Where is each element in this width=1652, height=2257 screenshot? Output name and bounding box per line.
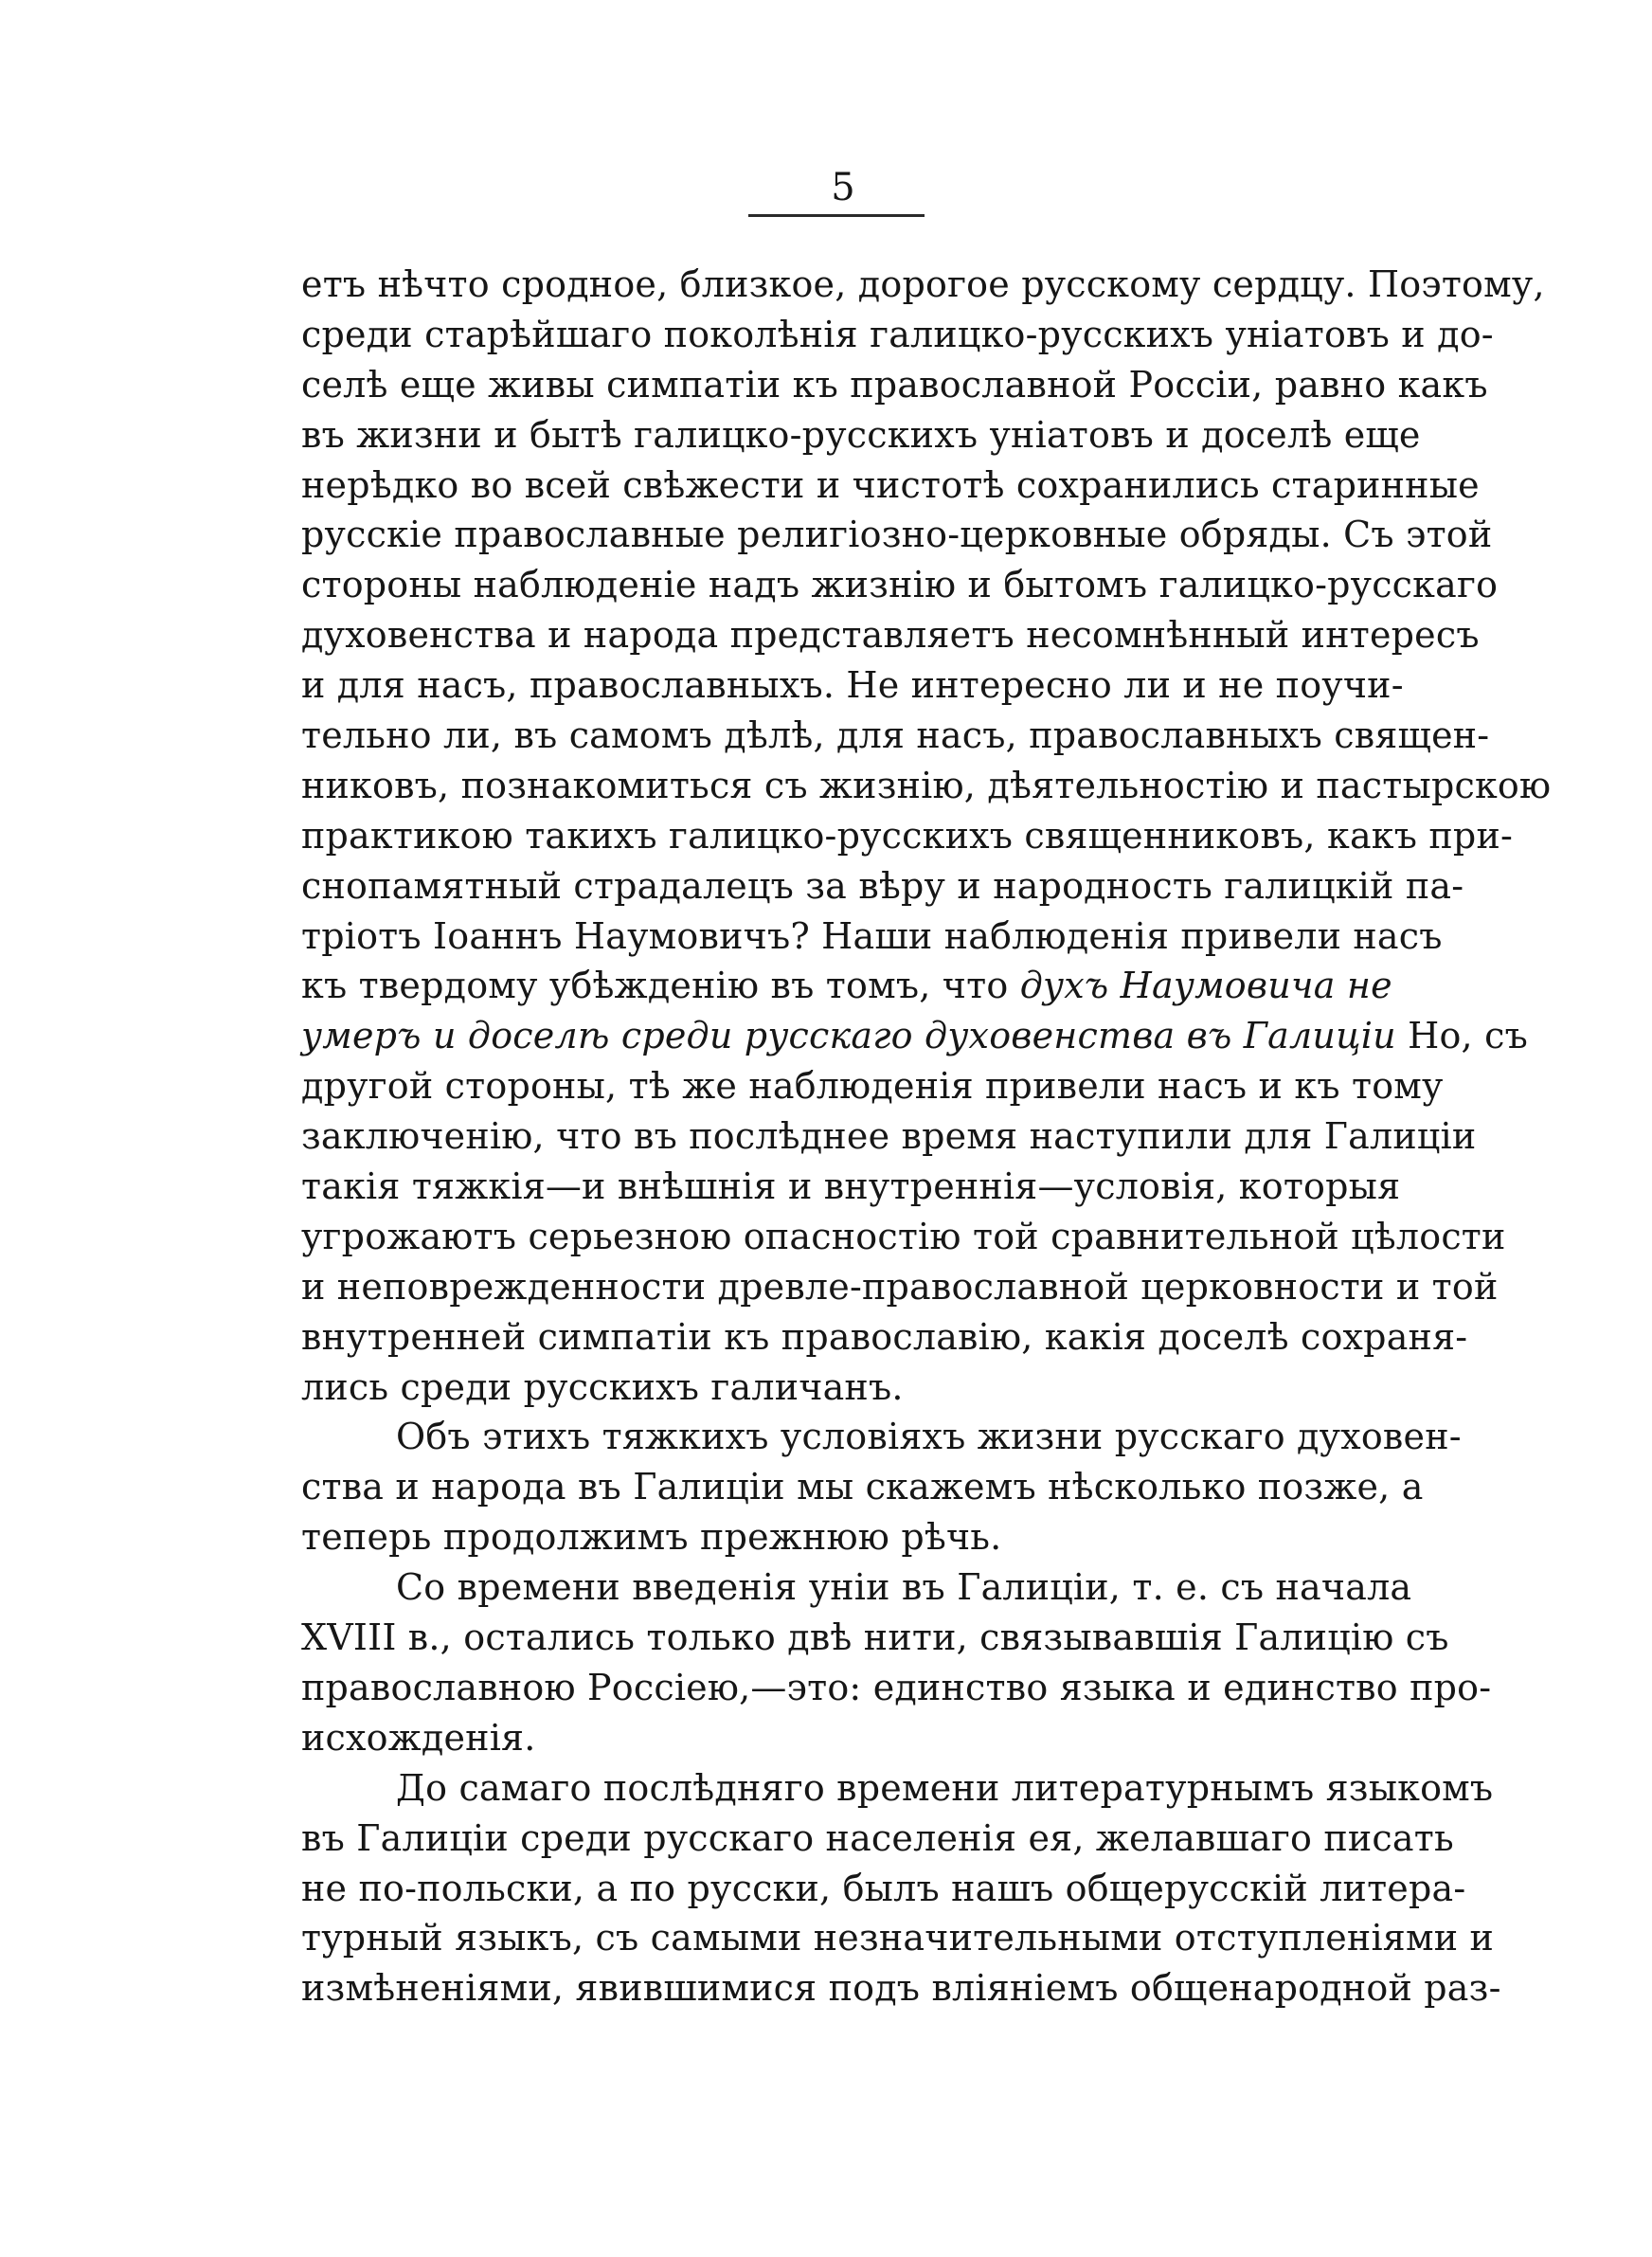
text-segment: Но, съ	[1408, 1015, 1528, 1057]
text-line: ства и народа въ Галиціи мы скажемъ нѣсколько позже, а	[301, 1466, 1424, 1508]
text-line: не по-польски, а по русски, былъ нашъ общерусскій литера-	[301, 1867, 1466, 1909]
text-line: угрожаютъ серьезною опасностію той сравнительной цѣлости	[301, 1215, 1506, 1257]
text-line: русскіе православные религіозно-церковные обряды. Съ этой	[301, 514, 1493, 556]
text-line	[301, 1011, 1528, 1061]
text-line: етъ нѣчто сродное, близкое, дорогое русскому сердцу. Поэтому,	[301, 263, 1545, 305]
text-line: тріотъ Іоаннъ Наумовичъ? Наши наблюденія привели насъ	[301, 914, 1443, 957]
text-line: и для насъ, православныхъ. Не интересно ли и не поучи-	[301, 664, 1404, 707]
text-line: Со времени введенія уніи въ Галиціи, т. е. съ начала	[396, 1566, 1412, 1609]
text-line: практикою такихъ галицко-русскихъ священниковъ, какъ при-	[301, 814, 1514, 857]
page-number: 5	[831, 166, 855, 209]
text-line: нерѣдко во всей свѣжести и чистотѣ сохранились старинные	[301, 463, 1480, 506]
text-line: православною Россіею,—это: единство языка и единство про-	[301, 1666, 1492, 1708]
text-line: Объ этихъ тяжкихъ условіяхъ жизни русскаго духовен-	[396, 1416, 1462, 1458]
text-line: До самаго послѣдняго времени литературнымъ языкомъ	[396, 1766, 1494, 1809]
text-line: селѣ еще живы симпатіи къ православной Россіи, равно какъ	[301, 363, 1488, 406]
text-line: снопамятный страдалецъ за вѣру и народность галицкій па-	[301, 864, 1464, 907]
italic-text-segment: умеръ и доселѣ среди русскаго духовенства въ Галиціи	[301, 1015, 1396, 1057]
text-line: внутренней симпатіи къ православію, какія доселѣ сохраня-	[301, 1315, 1468, 1358]
text-segment: къ твердому убѣжденію въ томъ, что	[301, 965, 1009, 1007]
text-line	[301, 961, 1392, 1011]
text-line: и неповрежденности древле-православной церковности и той	[301, 1265, 1499, 1308]
text-line: заключенію, что въ послѣднее время наступили для Галиціи	[301, 1115, 1477, 1158]
text-line: лись среди русскихъ галичанъ.	[301, 1365, 904, 1408]
text-line: такія тяжкія—и внѣшнія и внутреннія—условія, которыя	[301, 1165, 1401, 1208]
text-line: духовенства и народа представляетъ несомнѣнный интересъ	[301, 614, 1480, 657]
text-line: въ жизни и бытѣ галицко-русскихъ уніатовъ и доселѣ еще	[301, 413, 1421, 456]
body-text	[301, 260, 1552, 2013]
text-line: тельно ли, въ самомъ дѣлѣ, для насъ, православныхъ священ-	[301, 714, 1490, 757]
text-line: стороны наблюденіе надъ жизнію и бытомъ галицко-русскаго	[301, 564, 1499, 606]
text-line: теперь продолжимъ прежнюю рѣчь.	[301, 1516, 1002, 1559]
page-number-rule	[748, 214, 925, 217]
text-line: исхожденія.	[301, 1716, 536, 1759]
text-line: XVIII в., остались только двѣ нити, связывавшія Галицію съ	[301, 1616, 1449, 1659]
text-line: измѣненіями, явившимися подъ вліяніемъ общенародной раз-	[301, 1967, 1501, 2010]
italic-text-segment: духъ Наумовича не	[1019, 965, 1392, 1007]
text-line: въ Галиціи среди русскаго населенія ея, желавшаго писать	[301, 1816, 1454, 1859]
text-line: другой стороны, тѣ же наблюденія привели насъ и къ тому	[301, 1065, 1444, 1108]
text-line: турный языкъ, съ самыми незначительными отступленіями и	[301, 1917, 1495, 1959]
text-line: никовъ, познакомиться съ жизнію, дѣятельностію и пастырскою	[301, 764, 1552, 806]
text-line: среди старѣйшаго поколѣнія галицко-русскихъ уніатовъ и до-	[301, 313, 1494, 355]
